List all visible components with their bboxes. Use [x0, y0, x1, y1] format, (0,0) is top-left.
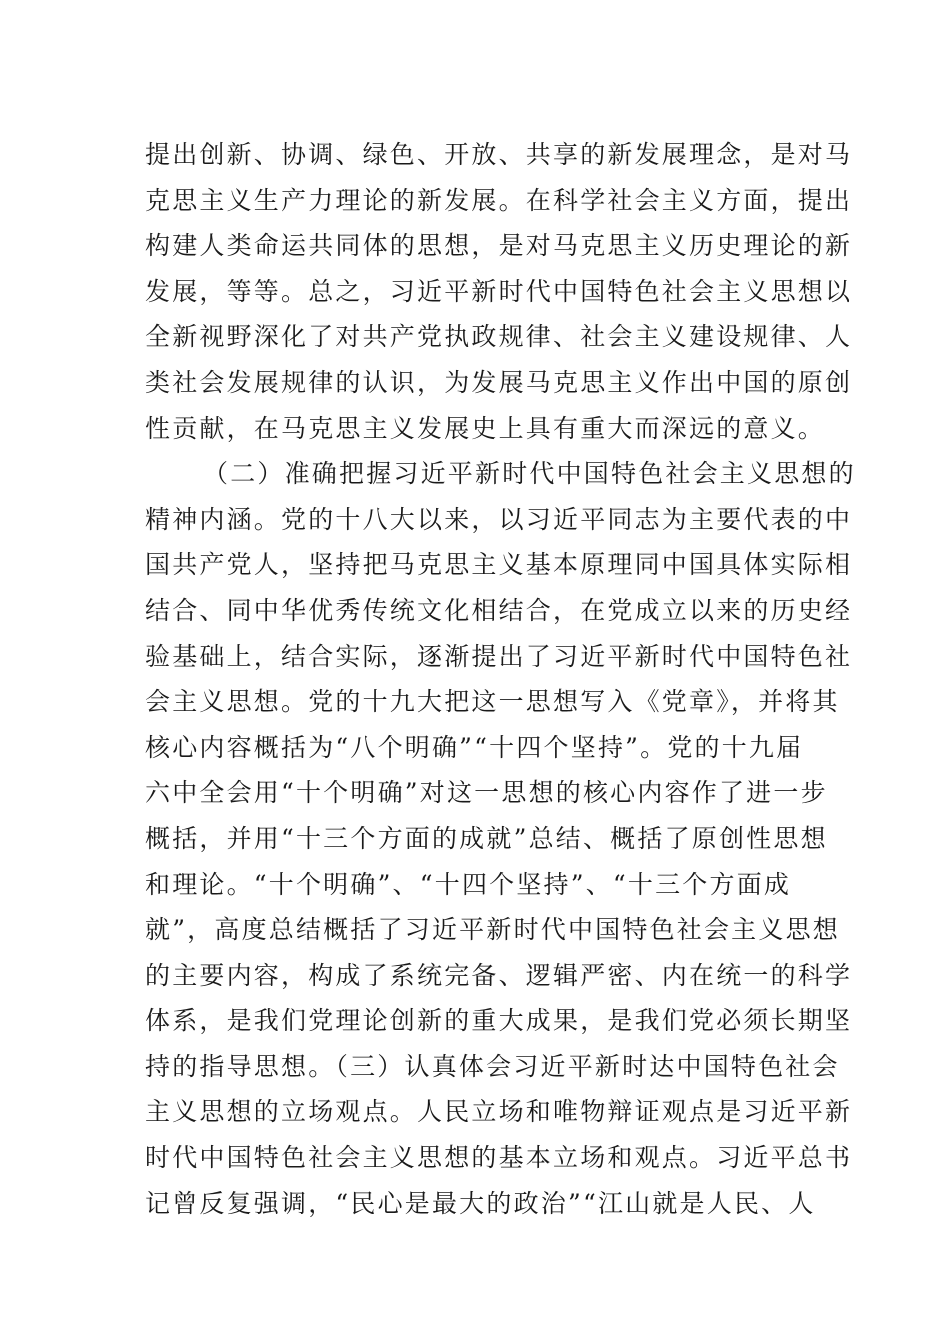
text-line-2: 克思主义生产力理论的新发展。在科学社会主义方面，提出 [145, 185, 853, 215]
document-body [145, 132, 856, 1226]
text-line-8: （二）准确把握习近平新时代中国特色社会主义思想的 [203, 459, 856, 489]
text-line-15: 六中全会用“十个明确”对这一思想的核心内容作了进一步 [145, 778, 828, 808]
text-line-23: 时代中国特色社会主义思想的基本立场和观点。习近平总书 [145, 1143, 853, 1173]
text-line-4: 发展，等等。总之，习近平新时代中国特色社会主义思想以 [145, 276, 853, 306]
text-line-18: 就”，高度总结概括了习近平新时代中国特色社会主义思想 [145, 915, 840, 945]
text-line-14: 核心内容概括为“八个明确”“十四个坚持”。党的十九届 [145, 732, 804, 762]
text-line-24: 记曾反复强调，“民心是最大的政治”“江山就是人民、人 [145, 1188, 816, 1218]
text-line-19: 的主要内容，构成了系统完备、逻辑严密、内在统一的科学 [145, 960, 853, 990]
text-line-6: 类社会发展规律的认识，为发展马克思主义作出中国的原创 [145, 367, 853, 397]
text-line-11: 结合、同中华优秀传统文化相结合，在党成立以来的历史经 [145, 595, 853, 625]
text-line-22: 主义思想的立场观点。人民立场和唯物辩证观点是习近平新 [145, 1097, 853, 1127]
text-line-1: 提出创新、协调、绿色、开放、共享的新发展理念，是对马 [145, 140, 853, 169]
text-line-12: 验基础上，结合实际，逐渐提出了习近平新时代中国特色社 [145, 641, 853, 671]
text-line-20: 体系，是我们党理论创新的重大成果，是我们党必须长期坚 [145, 1006, 853, 1036]
text-line-17: 和理论。“十个明确”、“十四个坚持”、“十三个方面成 [145, 869, 792, 899]
text-line-7: 性贡献，在马克思主义发展史上具有重大而深远的意义。 [145, 413, 826, 443]
text-line-21: 持的指导思想。（三）认真体会习近平新时达中国特色社会 [145, 1051, 840, 1081]
text-line-9: 精神内涵。党的十八大以来，以习近平同志为主要代表的中 [145, 504, 853, 534]
text-line-10: 国共产党人，坚持把马克思主义基本原理同中国具体实际相 [145, 550, 853, 580]
text-line-3: 构建人类命运共同体的思想，是对马克思主义历史理论的新 [145, 231, 853, 261]
text-line-5: 全新视野深化了对共产党执政规律、社会主义建设规律、人 [145, 322, 853, 352]
text-line-13: 会主义思想。党的十九大把这一思想写入《党章》，并将其 [145, 687, 840, 717]
text-line-16: 概括，并用“十三个方面的成就”总结、概括了原创性思想 [145, 823, 828, 853]
